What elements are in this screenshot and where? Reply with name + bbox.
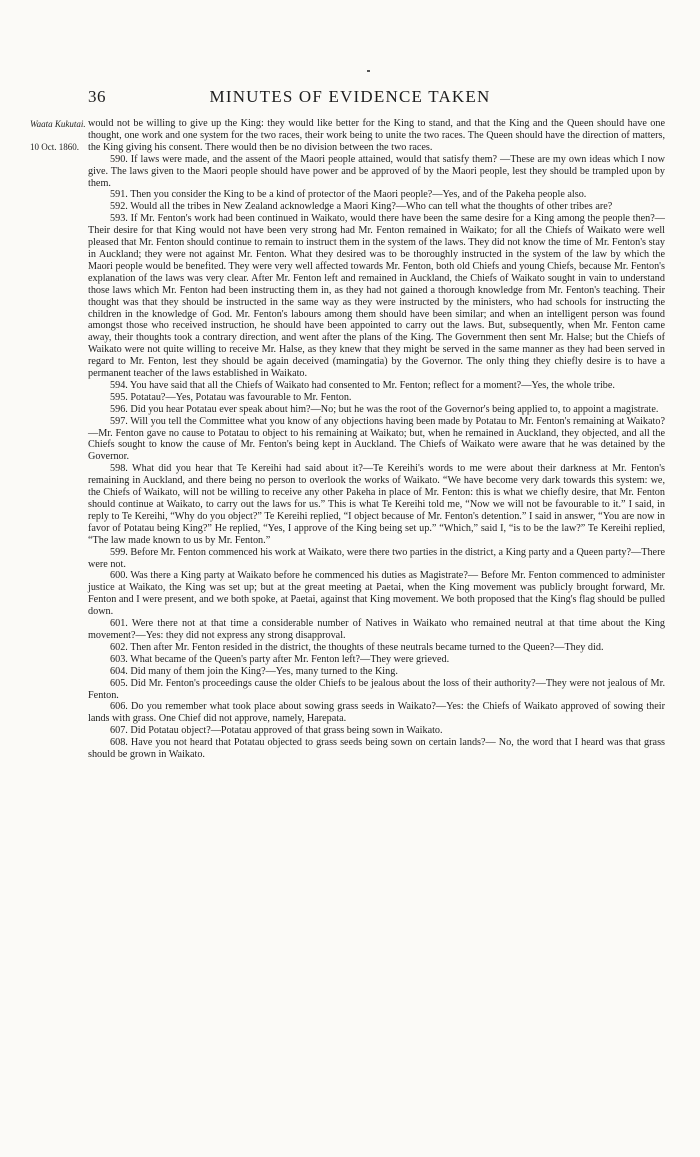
question-608: 608. Have you not heard that Potatau objected to grass seeds being sown on certain lands?— No, the word that I heard was that grass should be grown in Waikato. [88,737,665,761]
question-598: 598. What did you hear that Te Kereihi had said about it?—Te Kereihi's words to me were about their darkness at Mr. Fenton's remaining in Auckland, and there being no person to overlook the works of Waikato. “We have become very dark towards this system: we, the Chiefs of Waikato, will not be willing to receive any other Pakeha in place of Mr. Fenton: this is what we chiefly desire, that Mr. Fenton should continue at Waikato, to carry out the laws for us.” This is what Te Kereihi told me, “Now we will not be favourable to it.” I said, in reply to Te Kereihi, “Why do you object?” Te Kereihi replied, “I object because of Mr. Fenton's detention.” I said in answer, “You are now in favor of Potatau being King?” He replied, “Yes, I approve of the King being set up.” “Which,” said I, “is to be the law?” Te Kereihi replied, “The law made known to us by Mr. Fenton.” [88,463,665,546]
margin-date: 10 Oct. 1860. [30,142,79,152]
question-595: 595. Potatau?—Yes, Potatau was favourable to Mr. Fenton. [110,391,352,403]
question-607: 607. Did Potatau object?—Potatau approved of that grass being sown in Waikato. [110,725,443,737]
question-601: 601. Were there not at that time a considerable number of Natives in Waikato who remained neutral at that time about the King movement?—Yes: they did not express any strong disapproval. [88,618,665,641]
question-597: 597. Will you tell the Committee what you know of any objections having been made by Potatau to Mr. Fenton's remaining at Waikato?—Mr. Fenton gave no cause to Potatau to object to his remaining at Waikato; but, when he remained in Auckland, they objected, and all the Chiefs sought to know the cause of Mr. Fenton's being kept in Auckland. The Chiefs of Waikato were aware that he was detained by the Governor. [88,415,665,463]
question-594: 594. You have said that all the Chiefs of Waikato had consented to Mr. Fenton; reflect for a moment?—Yes, the whole tribe. [110,379,615,391]
page-title: MINUTES OF EVIDENCE TAKEN [209,87,491,106]
question-603: 603. What became of the Queen's party after Mr. Fenton left?—They were grieved. [110,653,450,665]
question-596: 596. Did you hear Potatau ever speak about him?—No; but he was the root of the Governor's being applied to, to appoint a magistrate. [110,403,659,415]
question-606: 606. Do you remember what took place about sowing grass seeds in Waikato?—Yes: the Chiefs of Waikato approved of sowing their lands with grass. One Chief did not approve, namely, Harepata. [88,701,665,725]
question-605: 605. Did Mr. Fenton's proceedings cause the older Chiefs to be jealous about the loss of their authority?—They were not jealous of Mr. Fenton. [88,677,665,701]
question-604: 604. Did many of them join the King?—Yes, many turned to the King. [110,665,398,677]
page-number: 36 [88,87,106,106]
question-599: 599. Before Mr. Fenton commenced his work at Waikato, were there two parties in the district, a King party and a Queen party?—There were not. [88,546,665,570]
evidence-body [88,118,665,761]
question-602: 602. Then after Mr. Fenton resided in the district, the thoughts of these neutrals became turned to the Queen?—They did. [110,641,604,653]
paragraph-continuation: would not be willing to give up the King: they would like better for the King to stand, and that the King and the Queen should have one thought, one work and one system for the two races, their work being to unite the two races. The Queen should have the direction of matters, the King giving his consent. There would then be no division between the two races. [88,118,665,153]
question-600: 600. Was there a King party at Waikato before he commenced his duties as Magistrate?— Before Mr. Fenton commenced to administer justice at Waikato, the King was set up; but at the great meeting at Paetai, when the King movement was publicly brought forward, Mr. Fenton and I were present, and we both spoke, at Paetai, against that King movement. We both proposed that the King's flag should be pulled down. [88,570,665,618]
question-592: 592. Would all the tribes in New Zealand acknowledge a Maori King?—Who can tell what the thoughts of other tribes are? [110,201,613,213]
print-mark [367,70,370,72]
question-591: 591. Then you consider the King to be a kind of protector of the Maori people?—Yes, and of the Pakeha people also. [110,189,587,201]
margin-witness-name: Waata Kukutai. [30,119,86,129]
question-590: 590. If laws were made, and the assent of the Maori people attained, would that satisfy them? —These are my own ideas which I now give. The laws given to the Maori people should have power and be approved of by the Maori people, lest they should be trampled upon by them. [88,153,665,189]
page-header [0,87,700,111]
question-593: 593. If Mr. Fenton's work had been continued in Waikato, would there have been the same desire for a King among the people then?—Their desire for that King would not have been very strong had Mr. Fenton remained in Waikato; for all the Chiefs of Waikato were well pleased that Mr. Fenton should continue to remain to instruct them in the system of the laws. They did not know the time of Mr. Fenton's stay in Auckland; they were not against Mr. Fenton. What they desired was to be thoroughly instructed in the system of the law by which the Maori people would be benefited. They were very well affected towards Mr. Fenton, both old Chiefs and young Chiefs, because Mr. Fenton's explanation of the laws was very clear. After Mr. Fenton left and remained in Auckland, the Chiefs of Waikato sought in vain to understand those laws which Mr. Fenton had been instructing them in, as they had not gained a thorough knowledge from Mr. Fenton's teaching. Their thought was that they should be instructed in the same way as they were instructed by the ministers, who had schools for instructing the children in the knowledge of God. Mr. Fenton's labours among them should have been similar; and when an intelligent person was found amongst those who received instruction, he should have been appointed to carry out the laws. But, subsequently, when Mr. Fenton came away, their thoughts took a contrary direction, and went after the plans of the King. The Government then sent Mr. Halse; but the Chiefs of Waikato were not quite willing to receive Mr. Halse, as they knew that they might be served in the same manner as they had been served in regard to Mr. Fenton, lest they should be again deceived (mamingatia) by the Governor. The only thing they chiefly desire is to have a permanent teacher of the laws established in Waikato. [88,213,665,380]
